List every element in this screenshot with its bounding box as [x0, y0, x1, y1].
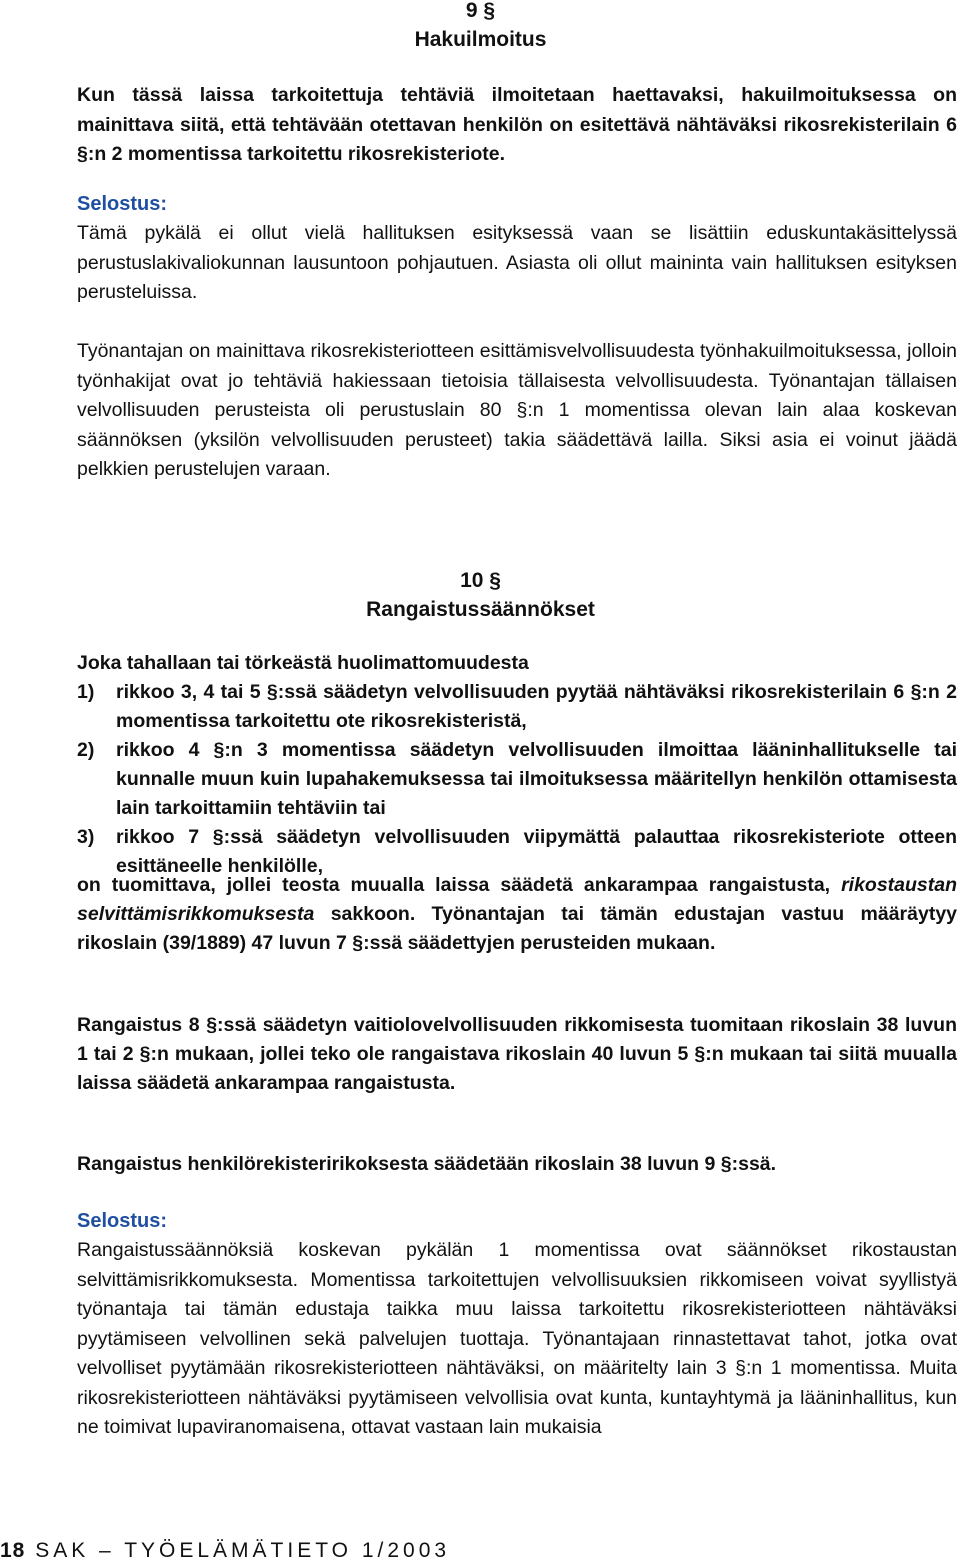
section-10-selostus-label: Selostus:	[77, 1210, 168, 1232]
penalty-text-pre: on tuomittava, jollei teosta muualla laissa säädetä ankarampaa rangaistusta,	[77, 874, 831, 896]
section-9-intro: Kun tässä laissa tarkoitettuja tehtäviä ilmoitetaan haettavaksi, hakuilmoituksessa on mainittava siitä, että tehtävään otettavan henkilön on esitettävä nähtäväksi rikosrekisterilain 6 §:n 2 momentissa tarkoitettu rikosrekisteriote.	[77, 84, 957, 165]
list-item-text: rikkoo 3, 4 tai 5 §:ssä säädetyn velvollisuuden pyytää nähtäväksi rikosrekisterilain 6 §:n 2 momentissa tarkoitettu ote rikosrekisteristä,	[116, 681, 957, 732]
page-number: 18	[0, 1539, 26, 1562]
section-10-paragraph-2: Rangaistus 8 §:ssä säädetyn vaitiolovelvollisuuden rikkomisesta tuomitaan rikoslain 38 luvun 1 tai 2 §:n mukaan, jollei teko ole rangaistava rikoslain 40 luvun 5 §:n mukaan tai siitä muualla laissa säädetä ankarampaa rangaistusta.	[77, 1014, 957, 1094]
list-item-number: 2)	[77, 739, 95, 761]
section-9-title: Hakuilmoitus	[414, 28, 547, 51]
section-9-selostus-paragraph-1: Tämä pykälä ei ollut vielä hallituksen esityksessä vaan se lisättiin eduskuntakäsittelyssä perustuslakivaliokunnan lausuntoon pohjautuen. Asiasta oli ollut maininta vain hallituksen esityksen perusteluissa.	[77, 222, 957, 303]
section-10-paragraph-3: Rangaistus henkilörekisteririkoksesta säädetään rikoslain 38 luvun 9 §:ssä.	[77, 1153, 777, 1175]
page-footer	[0, 1539, 450, 1563]
penalty-text-post: sakkoon. Työnantajan tai tämän edustajan vastuu määräytyy rikoslain (39/1889) 47 luvun 7 §:ssä säädettyjen perusteiden mukaan.	[77, 903, 958, 954]
section-10-lead: Joka tahallaan tai törkeästä huolimattomuudesta	[77, 652, 529, 674]
section-9-number: 9 §	[465, 0, 496, 22]
list-item-number: 1)	[77, 681, 95, 703]
section-10-penalty	[77, 871, 957, 958]
penalty-term: rikostaustan selvittämisrikkomuksesta	[77, 874, 958, 925]
section-10-heading	[77, 566, 957, 624]
list-item-number: 3)	[77, 826, 95, 848]
section-9-selostus-label: Selostus:	[77, 193, 168, 215]
list-item	[77, 736, 957, 823]
section-10-selostus-text: Rangaistussäännöksiä koskevan pykälän 1 momentissa ovat säännökset rikostaustan selvittämisrikkomuksesta. Momentissa tarkoitettujen velvollisuuksien rikkomiseen voivat syyllistyä työnantaja tai tämän edustaja taikka muu laissa tarkoitettu rikosrekisteriotteen nähtäväksi pyytämiseen velvollinen sekä palvelujen tuottaja. Työnantajaan rinnastettavat tahot, jotka ovat velvolliset pyytämään rikosrekisteriotteen nähtäväksi, on määritelty lain 3 §:n 1 momentissa. Muita rikosrekisteriotteen nähtäväksi pyytämiseen velvollisia ovat kunta, kuntayhtymä ja lääninhallitus, kun ne toimivat lupaviranomaisena, ottavat vastaan lain mukaisia	[77, 1239, 957, 1438]
section-9	[77, 0, 957, 54]
list-item-text: rikkoo 7 §:ssä säädetyn velvollisuuden viipymättä palauttaa rikosrekisteriote otteen esittäneelle henkilölle,	[116, 826, 957, 877]
list-item-text: rikkoo 4 §:n 3 momentissa säädetyn velvollisuuden ilmoittaa lääninhallitukselle tai kunnalle muun kuin lupahakemuksessa tai ilmoituksessa määritellyn henkilön ottamisesta lain tarkoittamiin tehtäviin tai	[116, 739, 957, 819]
section-10-number: 10 §	[460, 569, 501, 592]
section-10-title: Rangaistussäännökset	[366, 598, 595, 621]
publication-name: SAK – TYÖELÄMÄTIETO 1/2003	[35, 1539, 451, 1562]
section-10-list	[77, 678, 957, 881]
section-9-selostus-paragraph-2: Työnantajan on mainittava rikosrekisteriotteen esittämisvelvollisuudesta työnhakuilmoituksessa, jolloin työnhakijat ovat jo tehtäviä hakiessaan tietoisia tällaisesta velvollisuudesta. Työnantajan tällaisen velvollisuuden perusteista oli perustuslain 80 §:n 1 momentissa olevan lain alaa koskevan säännöksen (yksilön velvollisuuden perusteet) takia säädettävä lailla. Siksi asia ei voinut jäädä pelkkien perustelujen varaan.	[77, 340, 957, 480]
list-item	[77, 678, 957, 736]
